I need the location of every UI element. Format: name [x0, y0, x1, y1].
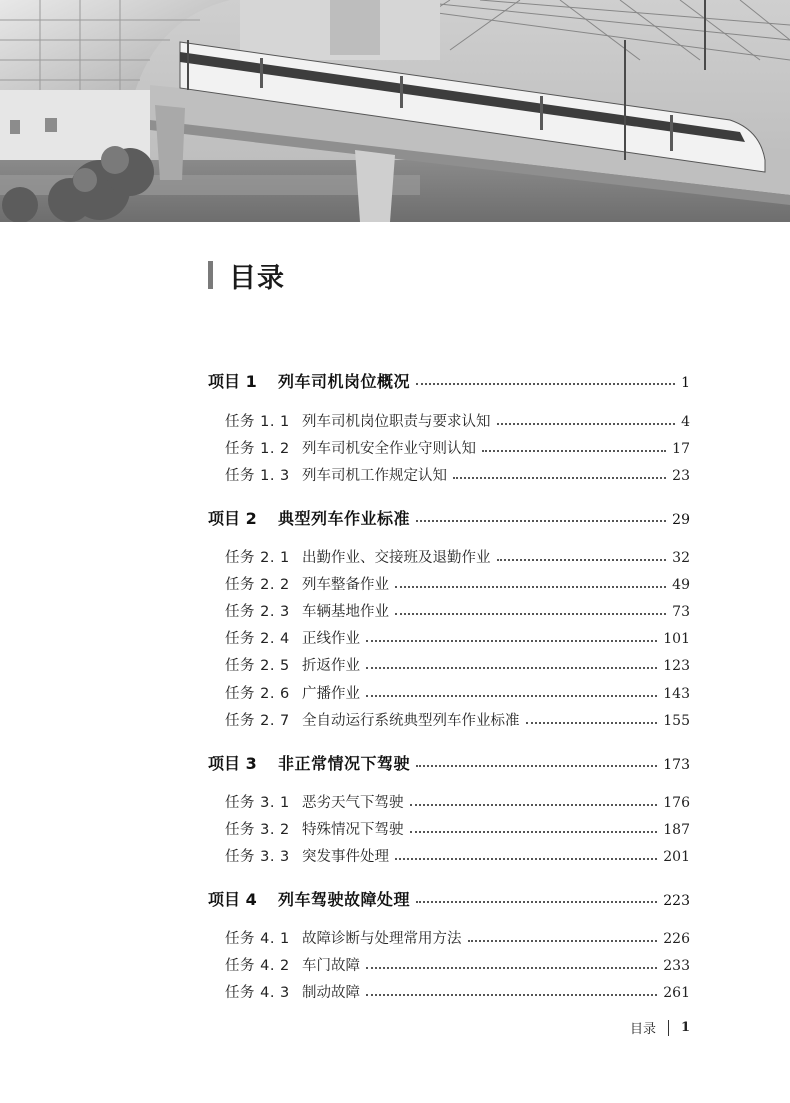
toc-entry-number: 任务 2. 6 [225, 686, 290, 702]
toc-dot-leader [416, 519, 666, 522]
toc-task-row[interactable] [225, 927, 690, 948]
toc-dot-leader [468, 939, 658, 942]
toc-page-number: 223 [663, 893, 690, 909]
toc-task-row[interactable] [225, 845, 690, 866]
toc-page-number: 176 [663, 795, 690, 811]
toc-page-number: 155 [663, 713, 690, 729]
toc-page-number: 4 [681, 414, 690, 430]
toc-entry-number: 任务 4. 2 [225, 958, 290, 974]
toc-entry-number: 任务 2. 1 [225, 550, 290, 566]
toc-dot-leader [416, 382, 675, 385]
toc-entry-number: 任务 1. 1 [225, 414, 290, 430]
toc-page-number: 17 [672, 441, 690, 457]
heading-accent-bar [208, 261, 213, 289]
toc-task-row[interactable] [225, 573, 690, 594]
toc-entry-number: 任务 4. 1 [225, 931, 290, 947]
toc-entry-title: 车辆基地作业 [302, 604, 389, 620]
toc-project-row[interactable] [208, 506, 690, 529]
toc-entry-title: 非正常情况下驾驶 [278, 754, 411, 773]
toc-project-row[interactable] [208, 369, 690, 392]
footer-page-number: 1 [680, 1020, 690, 1035]
toc-entry-number: 项目 4 [208, 890, 257, 909]
page-title: 目录 [229, 262, 285, 294]
toc-entry-number: 任务 2. 4 [225, 631, 290, 647]
toc-entry-title: 列车整备作业 [302, 577, 389, 593]
toc-entry-title: 恶劣天气下驾驶 [302, 795, 404, 811]
toc-task-row[interactable] [225, 981, 690, 1002]
toc-page-number: 101 [663, 631, 690, 647]
toc-page-number: 123 [663, 658, 690, 674]
toc-entry-number: 任务 2. 7 [225, 713, 290, 729]
toc-task-row[interactable] [225, 791, 690, 812]
toc-entry-title: 车门故障 [302, 958, 360, 974]
header-train-photo [0, 0, 790, 222]
toc-task-row[interactable] [225, 546, 690, 567]
toc-entry-number: 任务 2. 2 [225, 577, 290, 593]
toc-entry-number: 任务 3. 3 [225, 849, 290, 865]
toc-entry-title: 制动故障 [302, 985, 360, 1001]
toc-entry-number: 任务 2. 3 [225, 604, 290, 620]
toc-dot-leader [482, 449, 666, 452]
toc-entry-number: 任务 2. 5 [225, 658, 290, 674]
toc-dot-leader [395, 585, 666, 588]
toc-entry-number: 项目 3 [208, 754, 257, 773]
toc-page-number: 143 [663, 686, 690, 702]
toc-page-number: 173 [663, 757, 690, 773]
toc-entry-title: 列车司机岗位概况 [278, 372, 411, 391]
toc-page-number: 1 [681, 375, 690, 391]
toc-page-number: 32 [672, 550, 690, 566]
toc-task-row[interactable] [225, 818, 690, 839]
toc-entry-number: 项目 1 [208, 372, 257, 391]
toc-dot-leader [366, 694, 657, 697]
toc-page-number: 29 [672, 512, 690, 528]
toc-page-number: 226 [663, 931, 690, 947]
toc-task-row[interactable] [225, 600, 690, 621]
toc-task-row[interactable] [225, 709, 690, 730]
toc-entry-title: 出勤作业、交接班及退勤作业 [302, 550, 491, 566]
toc-entry-number: 项目 2 [208, 509, 257, 528]
toc-dot-leader [395, 612, 666, 615]
toc-dot-leader [395, 857, 657, 860]
toc-task-row[interactable] [225, 627, 690, 648]
page-footer [630, 1018, 690, 1037]
toc-entry-number: 任务 4. 3 [225, 985, 290, 1001]
toc-entry-title: 特殊情况下驾驶 [302, 822, 404, 838]
toc-dot-leader [410, 803, 658, 806]
toc-task-row[interactable] [225, 954, 690, 975]
toc-entry-number: 任务 3. 2 [225, 822, 290, 838]
toc-entry-title: 列车司机工作规定认知 [302, 468, 447, 484]
toc-entry-title: 全自动运行系统典型列车作业标准 [302, 713, 520, 729]
toc-dot-leader [526, 721, 658, 724]
toc-task-row[interactable] [225, 654, 690, 675]
toc-dot-leader [410, 830, 658, 833]
toc-dot-leader [366, 639, 657, 642]
toc-dot-leader [366, 966, 657, 969]
toc-entry-number: 任务 1. 2 [225, 441, 290, 457]
toc-heading [208, 258, 285, 292]
toc-entry-title: 正线作业 [302, 631, 360, 647]
toc-task-row[interactable] [225, 464, 690, 485]
footer-label: 目录 [629, 1022, 656, 1037]
toc-page-number: 187 [663, 822, 690, 838]
toc-entry-number: 任务 3. 1 [225, 795, 290, 811]
toc-page-number: 201 [663, 849, 690, 865]
toc-page-number: 49 [672, 577, 690, 593]
toc-entry-number: 任务 1. 3 [225, 468, 290, 484]
toc-entry-title: 列车驾驶故障处理 [278, 890, 411, 909]
toc-page-number: 233 [663, 958, 690, 974]
toc-dot-leader [416, 900, 657, 903]
footer-separator [668, 1020, 669, 1036]
toc-entry-title: 突发事件处理 [302, 849, 389, 865]
toc-dot-leader [497, 558, 667, 561]
toc-entry-title: 折返作业 [302, 658, 360, 674]
toc-project-row[interactable] [208, 751, 690, 774]
toc-entry-title: 列车司机岗位职责与要求认知 [302, 414, 491, 430]
toc-entry-title: 故障诊断与处理常用方法 [302, 931, 462, 947]
toc-entry-title: 列车司机安全作业守则认知 [302, 441, 476, 457]
toc-project-row[interactable] [208, 887, 690, 910]
toc-dot-leader [366, 993, 657, 996]
toc-dot-leader [453, 476, 666, 479]
toc-entry-title: 广播作业 [302, 686, 360, 702]
toc-page-number: 261 [663, 985, 690, 1001]
toc-page-number: 73 [672, 604, 690, 620]
toc-entry-title: 典型列车作业标准 [278, 509, 411, 528]
toc-task-row[interactable] [225, 437, 690, 458]
toc-page-number: 23 [672, 468, 690, 484]
toc-dot-leader [366, 666, 657, 669]
toc-dot-leader [497, 422, 676, 425]
toc-task-row[interactable] [225, 410, 690, 431]
toc-dot-leader [416, 764, 657, 767]
toc-task-row[interactable] [225, 682, 690, 703]
